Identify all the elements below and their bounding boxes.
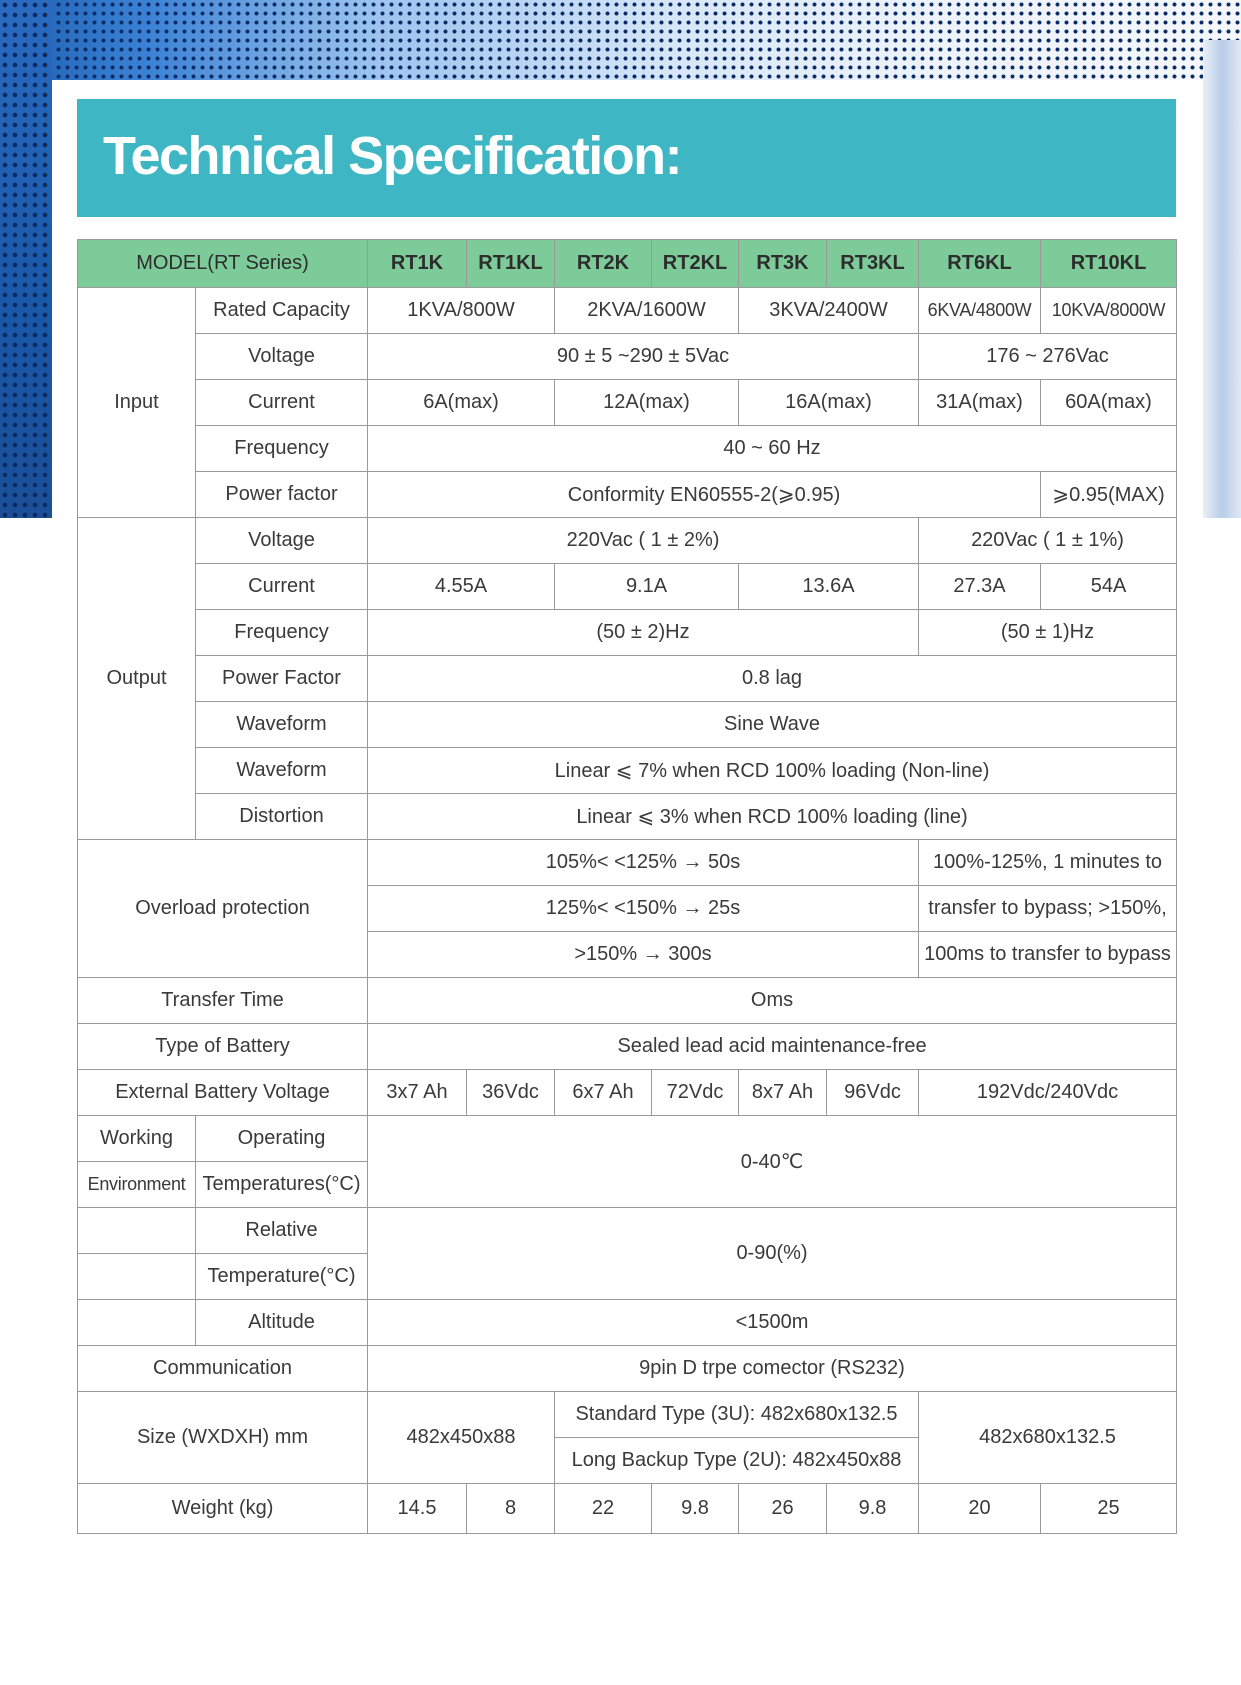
value-cell: 22 [555, 1484, 652, 1534]
model-header-cell: RT3K [739, 240, 827, 288]
value-cell: 9.8 [827, 1484, 919, 1534]
value-cell: 1KVA/800W [368, 288, 555, 334]
value-cell: 8x7 Ah [739, 1070, 827, 1116]
table-row [78, 288, 1177, 334]
value-cell: Long Backup Type (2U): 482x450x88 [555, 1438, 919, 1484]
value-cell: 14.5 [368, 1484, 467, 1534]
value-cell: (50 ± 2)Hz [368, 610, 919, 656]
param-label: Frequency [196, 610, 368, 656]
model-header-cell: RT2KL [652, 240, 739, 288]
value-cell: 9.8 [652, 1484, 739, 1534]
value-cell: (50 ± 1)Hz [919, 610, 1177, 656]
value-cell: 6A(max) [368, 380, 555, 426]
value-cell: 125%< <150% → 25s [368, 886, 919, 932]
value-cell: 220Vac ( 1 ± 1%) [919, 518, 1177, 564]
value-cell: 8 [467, 1484, 555, 1534]
table-row [78, 1208, 1177, 1254]
value-cell: 482x680x132.5 [919, 1392, 1177, 1484]
table-row [78, 1392, 1177, 1438]
param-label: Type of Battery [78, 1024, 368, 1070]
table-row [78, 610, 1177, 656]
table-row [78, 656, 1177, 702]
model-header-cell: RT1KL [467, 240, 555, 288]
param-label: Waveform [196, 748, 368, 794]
value-cell: 0-40℃ [368, 1116, 1177, 1208]
param-label: Temperature(°C) [196, 1254, 368, 1300]
table-row [78, 748, 1177, 794]
value-cell: 36Vdc [467, 1070, 555, 1116]
table-row [78, 1116, 1177, 1162]
specification-table [77, 239, 1177, 1534]
left-background-image [0, 0, 52, 518]
value-cell: 176 ~ 276Vac [919, 334, 1177, 380]
value-cell: 40 ~ 60 Hz [368, 426, 1177, 472]
table-row [78, 1346, 1177, 1392]
param-label: Rated Capacity [196, 288, 368, 334]
value-cell: Sealed lead acid maintenance-free [368, 1024, 1177, 1070]
value-cell: 10KVA/8000W [1041, 288, 1177, 334]
param-label: Frequency [196, 426, 368, 472]
empty-cell [78, 1254, 196, 1300]
value-cell: 482x450x88 [368, 1392, 555, 1484]
value-cell: 60A(max) [1041, 380, 1177, 426]
value-cell: Conformity EN60555-2(⩾0.95) [368, 472, 1041, 518]
env-label-environment: Environment [78, 1162, 196, 1208]
value-cell: 4.55A [368, 564, 555, 610]
empty-cell [78, 1300, 196, 1346]
value-cell: ⩾0.95(MAX) [1041, 472, 1177, 518]
value-cell: 220Vac ( 1 ± 2%) [368, 518, 919, 564]
value-cell: 6x7 Ah [555, 1070, 652, 1116]
model-header-cell: RT3KL [827, 240, 919, 288]
value-cell: 72Vdc [652, 1070, 739, 1116]
value-cell: 16A(max) [739, 380, 919, 426]
table-row [78, 1484, 1177, 1534]
header-background-image [0, 0, 1241, 80]
param-label-overload: Overload protection [78, 840, 368, 978]
table-row [78, 978, 1177, 1024]
value-cell: 90 ± 5 ~290 ± 5Vac [368, 334, 919, 380]
value-cell: 26 [739, 1484, 827, 1534]
table-row [78, 794, 1177, 840]
model-header-cell: RT1K [368, 240, 467, 288]
env-label-working: Working [78, 1116, 196, 1162]
model-header-cell: RT2K [555, 240, 652, 288]
value-cell: 192Vdc/240Vdc [919, 1070, 1177, 1116]
value-cell: <1500m [368, 1300, 1177, 1346]
param-label: Operating [196, 1116, 368, 1162]
param-label: Transfer Time [78, 978, 368, 1024]
value-cell: 54A [1041, 564, 1177, 610]
param-label: Distortion [196, 794, 368, 840]
table-row [78, 702, 1177, 748]
param-label: Communication [78, 1346, 368, 1392]
model-header: MODEL(RT Series) [78, 240, 368, 288]
value-cell: Sine Wave [368, 702, 1177, 748]
group-label-output: Output [78, 518, 196, 840]
right-background-image [1203, 40, 1241, 518]
value-cell: 2KVA/1600W [555, 288, 739, 334]
table-row [78, 334, 1177, 380]
table-row [78, 1300, 1177, 1346]
value-cell: transfer to bypass; >150%, [919, 886, 1177, 932]
param-label: Altitude [196, 1300, 368, 1346]
value-cell: 6KVA/4800W [919, 288, 1041, 334]
value-cell: 100ms to transfer to bypass [919, 932, 1177, 978]
value-cell: 9.1A [555, 564, 739, 610]
value-cell: 96Vdc [827, 1070, 919, 1116]
value-cell: Linear ⩽ 3% when RCD 100% loading (line) [368, 794, 1177, 840]
value-cell: 31A(max) [919, 380, 1041, 426]
value-cell: 27.3A [919, 564, 1041, 610]
table-row [78, 518, 1177, 564]
table-row [78, 472, 1177, 518]
value-cell: 13.6A [739, 564, 919, 610]
value-cell: Oms [368, 978, 1177, 1024]
param-label: Size (WXDXH) mm [78, 1392, 368, 1484]
param-label: Power factor [196, 472, 368, 518]
table-row [78, 1070, 1177, 1116]
value-cell: 100%-125%, 1 minutes to [919, 840, 1177, 886]
param-label: Temperatures(°C) [196, 1162, 368, 1208]
table-row [78, 564, 1177, 610]
model-header-cell: RT6KL [919, 240, 1041, 288]
value-cell: 25 [1041, 1484, 1177, 1534]
param-label: Waveform [196, 702, 368, 748]
value-cell: Linear ⩽ 7% when RCD 100% loading (Non-line) [368, 748, 1177, 794]
value-cell: >150% → 300s [368, 932, 919, 978]
group-label-input: Input [78, 288, 196, 518]
empty-cell [78, 1208, 196, 1254]
value-cell: 0-90(%) [368, 1208, 1177, 1300]
value-cell: 9pin D trpe comector (RS232) [368, 1346, 1177, 1392]
param-label: Power Factor [196, 656, 368, 702]
table-row [78, 426, 1177, 472]
param-label: Current [196, 380, 368, 426]
table-row [78, 1024, 1177, 1070]
model-header-cell: RT10KL [1041, 240, 1177, 288]
value-cell: 12A(max) [555, 380, 739, 426]
value-cell: 3KVA/2400W [739, 288, 919, 334]
header-row [78, 240, 1177, 288]
value-cell: 3x7 Ah [368, 1070, 467, 1116]
param-label: Current [196, 564, 368, 610]
value-cell: 0.8 lag [368, 656, 1177, 702]
param-label: Weight (kg) [78, 1484, 368, 1534]
param-label: Relative [196, 1208, 368, 1254]
title-banner [77, 99, 1176, 217]
param-label: Voltage [196, 518, 368, 564]
value-cell: Standard Type (3U): 482x680x132.5 [555, 1392, 919, 1438]
table-row [78, 380, 1177, 426]
value-cell: 105%< <125% → 50s [368, 840, 919, 886]
page-title: Technical Specification: [103, 126, 682, 186]
table-row [78, 840, 1177, 886]
value-cell: 20 [919, 1484, 1041, 1534]
param-label: External Battery Voltage [78, 1070, 368, 1116]
param-label: Voltage [196, 334, 368, 380]
